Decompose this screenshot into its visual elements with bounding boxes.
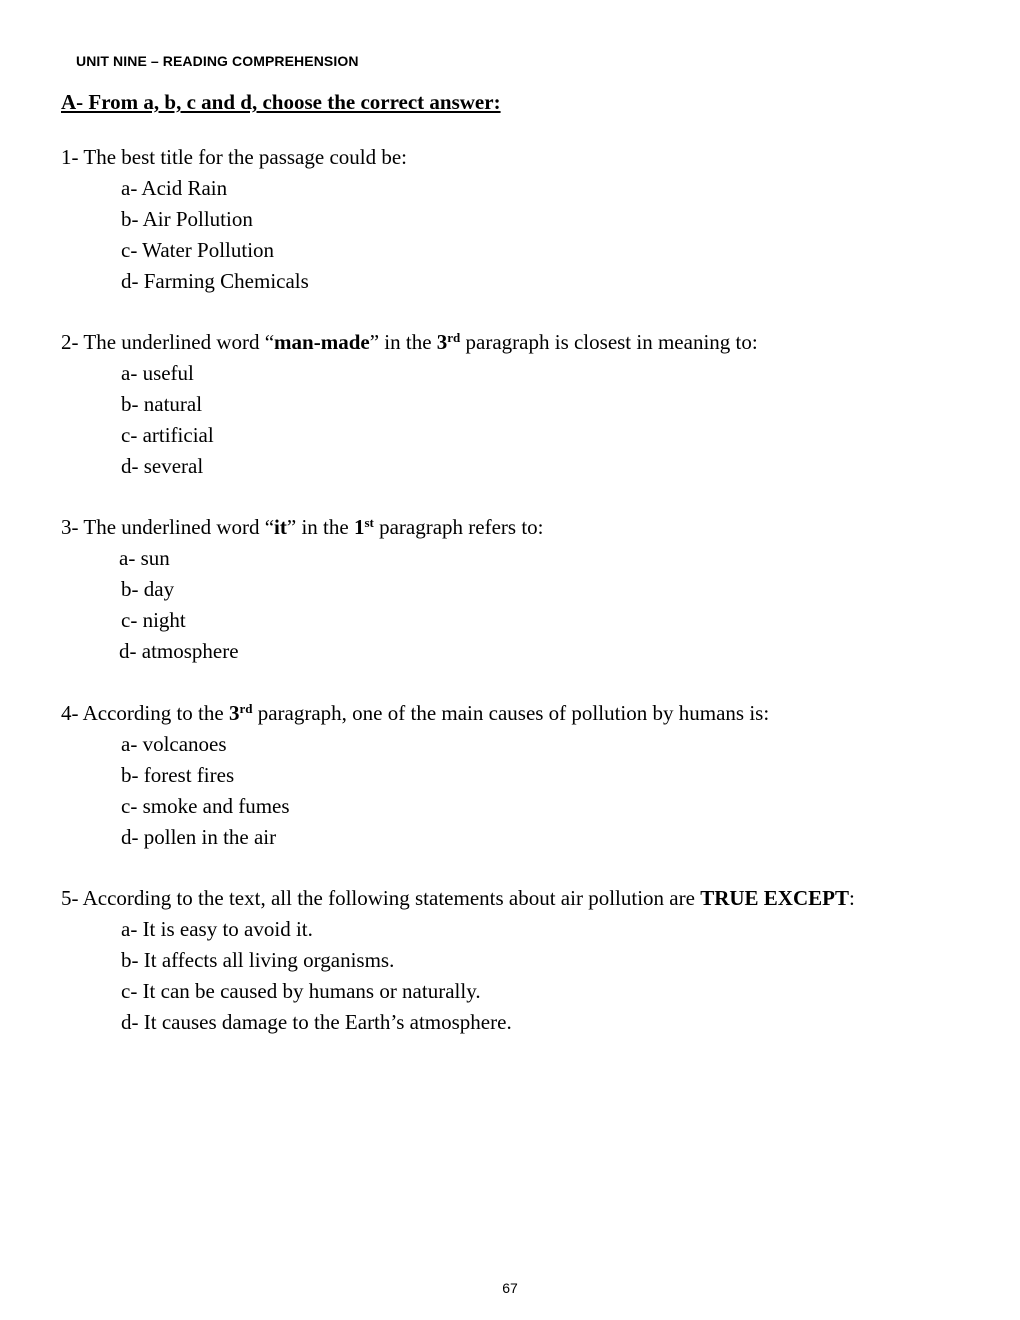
ordinal-suffix: rd: [239, 701, 253, 716]
option-list: [61, 729, 769, 853]
section-instruction: A- From a, b, c and d, choose the correct answer:: [61, 90, 501, 114]
option-b: b- It affects all living organisms.: [121, 948, 395, 972]
paragraph-number: 3: [436, 330, 448, 354]
option-b: b- forest fires: [121, 763, 235, 787]
option-d: d- atmosphere: [119, 639, 239, 663]
unit-header: UNIT NINE – READING COMPREHENSION: [76, 53, 359, 69]
ordinal-suffix: st: [364, 515, 374, 530]
option-c: c- It can be caused by humans or naturally.: [121, 979, 481, 1003]
option-c: c- night: [121, 608, 186, 632]
question-4: [61, 698, 769, 853]
option-d: d- several: [121, 454, 204, 478]
question-5: [61, 883, 855, 1038]
question-stem: 4- According to the 3rd paragraph, one of the main causes of pollution by humans is:: [61, 701, 770, 725]
paragraph-number: 3: [228, 701, 240, 725]
option-list: [61, 358, 758, 482]
question-stem: 2- The underlined word “man-made” in the 3rd paragraph is closest in meaning to:: [61, 330, 758, 354]
target-word: it: [274, 515, 287, 539]
option-b: b- Air Pollution: [121, 207, 253, 231]
ordinal-suffix: rd: [447, 330, 461, 345]
option-a: a- volcanoes: [121, 732, 227, 756]
option-c: c- Water Pollution: [121, 238, 275, 262]
option-d: d- pollen in the air: [121, 825, 277, 849]
question-stem: 1- The best title for the passage could be:: [61, 145, 408, 169]
option-list: [61, 543, 544, 667]
option-a: a- sun: [119, 546, 170, 570]
option-list: [61, 173, 407, 297]
option-a: a- It is easy to avoid it.: [121, 917, 313, 941]
question-3: [61, 512, 544, 667]
option-a: a- Acid Rain: [121, 176, 228, 200]
question-stem: 3- The underlined word “it” in the 1st paragraph refers to:: [61, 515, 544, 539]
emphasis-text: TRUE EXCEPT: [700, 886, 849, 910]
option-c: c- artificial: [121, 423, 214, 447]
question-2: [61, 327, 758, 482]
option-b: b- day: [121, 577, 175, 601]
option-b: b- natural: [121, 392, 203, 416]
option-a: a- useful: [121, 361, 194, 385]
question-stem: 5- According to the text, all the following statements about air pollution are TRUE EXCEPT:: [61, 886, 855, 910]
option-c: c- smoke and fumes: [121, 794, 290, 818]
option-d: d- Farming Chemicals: [121, 269, 309, 293]
paragraph-number: 1: [353, 515, 365, 539]
option-list: [61, 914, 855, 1038]
target-word: man-made: [274, 330, 370, 354]
question-1: [61, 142, 407, 297]
option-d: d- It causes damage to the Earth’s atmosphere.: [121, 1010, 512, 1034]
page-number: 67: [502, 1280, 518, 1296]
